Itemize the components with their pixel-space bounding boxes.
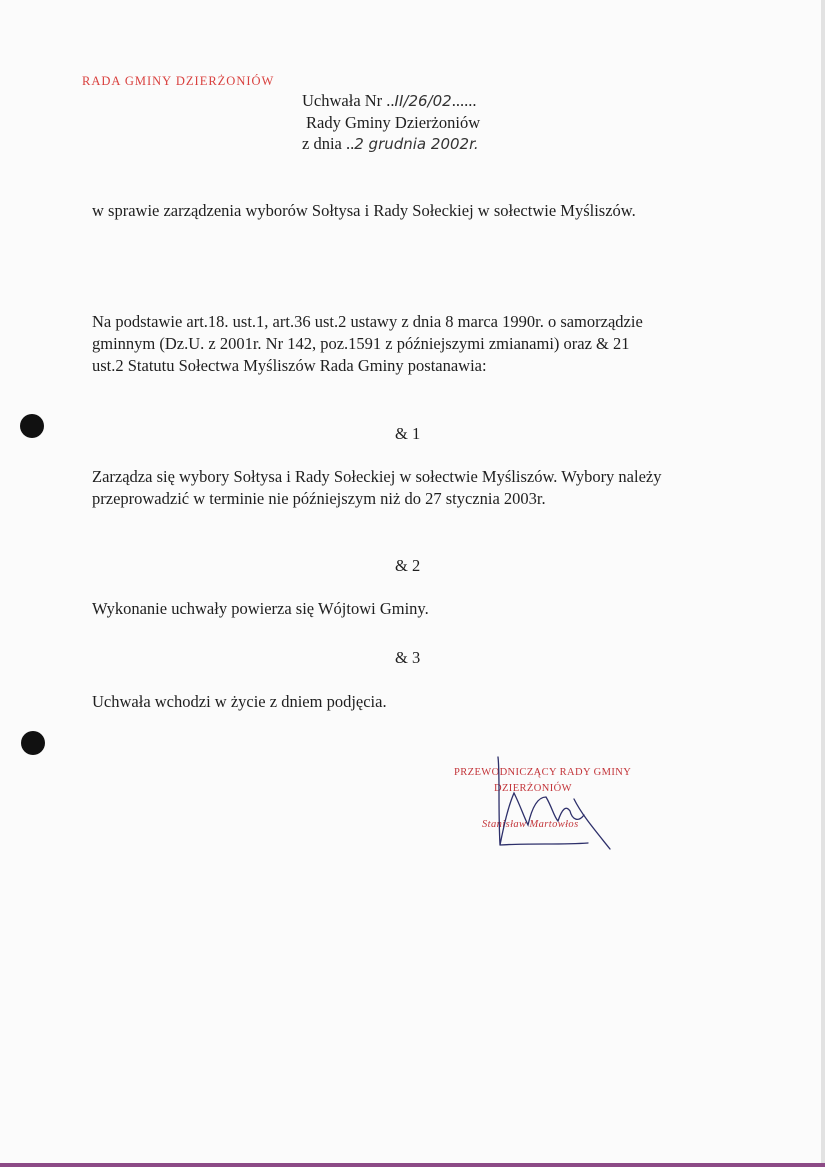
chairman-title: PRZEWODNICZĄCY RADY GMINY xyxy=(454,767,632,778)
date-prefix: z dnia .. xyxy=(302,134,355,153)
section-3-text: Uchwała wchodzi w życie z dniem podjęcia. xyxy=(92,692,387,711)
handwritten-signature xyxy=(470,745,620,855)
resolution-header xyxy=(302,90,480,155)
punch-hole xyxy=(20,414,44,438)
section-2-text: Wykonanie uchwały powierza się Wójtowi Gminy. xyxy=(92,599,429,618)
resolution-prefix: Uchwała Nr .. xyxy=(302,91,395,110)
section-1-heading: & 1 xyxy=(395,424,421,443)
section-3-heading: & 3 xyxy=(395,648,421,667)
chairman-name: Stanisław Martowłos xyxy=(482,819,579,830)
resolution-date-line xyxy=(302,133,480,155)
chairman-place: DZIERŻONIÓW xyxy=(494,783,572,794)
legal-basis: Na podstawie art.18. ust.1, art.36 ust.2 ustawy z dnia 8 marca 1990r. o samorządzie gminnym (Dz.U. z 2001r. Nr 142, poz.1591 z późniejszymi zmianami) oraz & 21 ust.2 Statutu Sołectwa Myśliszów Rada Gminy postanawia: xyxy=(92,312,643,375)
resolution-number-line xyxy=(302,90,480,112)
resolution-number: II/26/02 xyxy=(394,92,452,110)
resolution-date: 2 grudnia 2002r. xyxy=(354,135,479,153)
council-stamp-header: RADA GMINY DZIERŻONIÓW xyxy=(82,74,275,88)
section-1-text: Zarządza się wybory Sołtysa i Rady Sołeckiej w sołectwie Myśliszów. Wybory należy przeprowadzić w terminie nie późniejszym niż do 27 stycznia 2003r. xyxy=(92,467,662,508)
resolution-suffix: ...... xyxy=(451,91,477,110)
section-2-heading: & 2 xyxy=(395,556,421,575)
page-edge xyxy=(821,0,825,1167)
council-name: Rady Gminy Dzierżoniów xyxy=(306,113,481,132)
page-bottom-border xyxy=(0,1163,825,1167)
punch-hole xyxy=(21,731,45,755)
resolution-subject: w sprawie zarządzenia wyborów Sołtysa i Rady Sołeckiej w sołectwie Myśliszów. xyxy=(92,201,636,220)
